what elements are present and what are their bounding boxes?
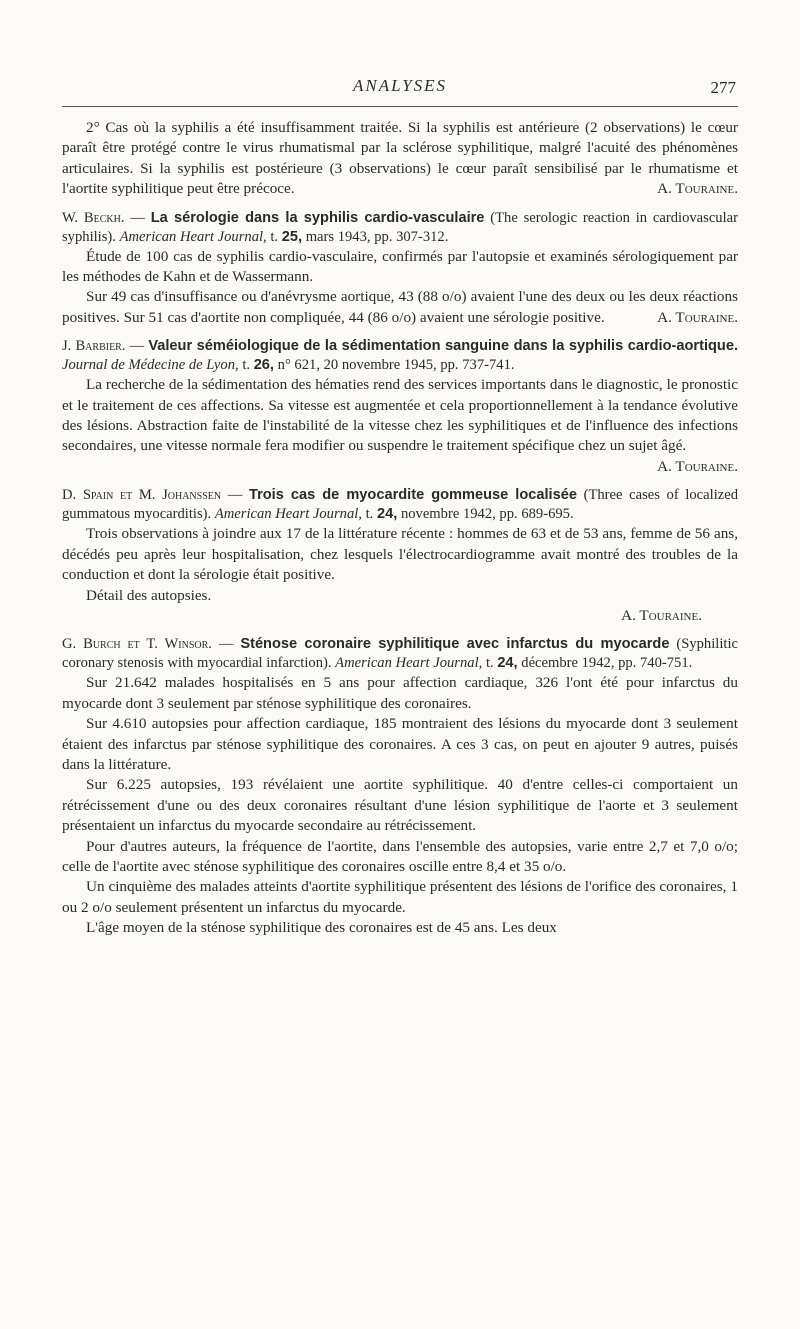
author: G. Burch et T. Winsor. (62, 636, 212, 653)
volume: 24, (497, 655, 518, 672)
paragraph: L'âge moyen de la sténose syphilitique des coronaires est de 45 ans. Les deux (86, 919, 557, 937)
reference: W. Beckh. — La sérologie dans la syphilis cardio-vasculaire (The serologic reaction in cardiovascular syphilis). American Heart Journal, t. 25, mars 1943, pp. 307-312. (62, 209, 738, 245)
reference: J. Barbier. — Valeur séméiologique de la sédimentation sanguine dans la syphilis cardio-aortique. Journal de Médecine de Lyon, t. 26, n° 621, 20 novembre 1945, pp. 737-741. (62, 338, 739, 374)
journal: American Heart Journal, (214, 506, 362, 523)
page-number: 277 (710, 78, 736, 97)
journal: Journal de Médecine de Lyon, (62, 357, 239, 374)
abstract-entry (62, 337, 738, 477)
page-header (62, 72, 738, 107)
signature: A. Touraine. (657, 308, 738, 326)
paragraph (62, 375, 738, 477)
journal: American Heart Journal, (119, 228, 267, 245)
author: J. Barbier. (62, 338, 126, 355)
author: W. Beckh. (62, 209, 125, 226)
citation: novembre 1942, pp. 689-695. (400, 506, 574, 523)
article-title: Valeur séméiologique de la sédimentation sanguine dans la syphilis cardio-aortique. (148, 338, 739, 355)
running-title: ANALYSES (352, 76, 448, 95)
volume-prefix: t. (270, 228, 279, 245)
signature: A. Touraine. (657, 457, 738, 475)
paragraph: Étude de 100 cas de syphilis cardio-vasculaire, confirmés par l'autopsie et examinés sérologiquement par les méthodes de Kahn et de Wassermann. (62, 247, 738, 286)
volume: 24, (376, 506, 398, 523)
article-title: Trois cas de myocardite gommeuse localisée (248, 487, 577, 504)
abstract-entry (62, 486, 738, 626)
paragraph: Sur 4.610 autopsies pour affection cardiaque, 185 montraient des lésions du myocarde dont 3 seulement étaient des infarctus par sténose syphilitique des coronaires. A ces 3 cas, on peut en ajouter 9 autres, puisés dans la littérature. (62, 715, 738, 773)
page-content (62, 118, 738, 939)
article-title: Sténose coronaire syphilitique avec infarctus du myocarde (240, 636, 670, 653)
citation: décembre 1942, pp. 740-751. (521, 655, 693, 672)
signature: A. Touraine. (657, 180, 738, 198)
paragraph: Pour d'autres auteurs, la fréquence de l'aortite, dans l'ensemble des autopsies, varie entre 2,7 et 7,0 o/o; celle de l'aortite avec sténose syphilitique des coronaires oscille entre 8,4 et 35 o/o. (62, 837, 738, 875)
abstract-entry (62, 209, 738, 329)
original-title: (Three cases of localized gummatous myocarditis). (62, 487, 738, 523)
intro-text: 2° Cas où la syphilis a été insuffisamment traitée. Si la syphilis est antérieure (2 observations) le cœur paraît être protégé contre le virus rhumatismal par la sclérose syphilitique, malgré l'acuité des phénomènes articulaires. Si la syphilis est postérieure (3 observations) le cœur paraît sensibilisé par le rhumatisme et l'aortite syphilitique peut être précoce. (62, 119, 738, 198)
paragraph-text: Sur 49 cas d'insuffisance ou d'anévrysme aortique, 43 (88 o/o) avaient l'une des deux ou les deux réactions positives. Sur 51 cas d'aortite non compliquée, 44 (86 o/o) avaient une sérologie positive. (62, 288, 738, 326)
volume: 25, (281, 228, 303, 245)
original-title: (The serologic reaction in cardiovascular syphilis). (62, 209, 738, 245)
volume-prefix: t. (485, 655, 494, 672)
abstract-entry (62, 635, 738, 938)
paragraph: Trois observations à joindre aux 17 de la littérature récente : hommes de 63 et de 53 ans, femme de 56 ans, décédés peu après leur hospitalisation, chez lesquels l'électrocardiogramme avait montré des troubles de la conduction et dont la sérologie était positive. (62, 525, 738, 584)
paragraph: Un cinquième des malades atteints d'aortite syphilitique présentent des lésions de l'orifice des coronaires, 1 ou 2 o/o seulement présentent un infarctus du myocarde. (62, 878, 738, 916)
author: D. Spain et M. Johanssen (62, 487, 222, 504)
paragraph-text: La recherche de la sédimentation des hématies rend des services importants dans le diagnostic, le pronostic et le traitement de ces affections. Sa vitesse est augmentée et cela proportionnellement à la tendance évolutive des lésions. Abstraction faite de l'instabilité de la vitesse chez les syphilitiques et de l'influence des infections secondaires, une vitesse normale fera modifier ou suspendre le traitement spécifique chez un sujet âgé. (62, 376, 738, 455)
original-title: (Syphilitic coronary stenosis with myocardial infarction). (62, 636, 738, 672)
volume: 26, (253, 357, 274, 374)
paragraph: Sur 21.642 malades hospitalisés en 5 ans pour affection cardiaque, 326 l'ont été pour infarctus du myocarde dont 3 seulement par sténose syphilitique des coronaires. (62, 674, 738, 712)
volume-prefix: t. (365, 506, 374, 523)
volume-prefix: t. (242, 357, 251, 374)
paragraph: Détail des autopsies. (86, 586, 212, 604)
paragraph (62, 287, 738, 328)
citation: n° 621, 20 novembre 1945, pp. 737-741. (277, 357, 515, 374)
journal: American Heart Journal, (335, 655, 483, 672)
reference: D. Spain et M. Johanssen — Trois cas de myocardite gommeuse localisée (Three cases of localized gummatous myocarditis). American Heart Journal, t. 24, novembre 1942, pp. 689-695. (62, 487, 738, 523)
signature: A. Touraine. (621, 606, 702, 624)
paragraph: Sur 6.225 autopsies, 193 révélaient une aortite syphilitique. 40 d'entre celles-ci comportaient un rétrécissement d'une ou des deux coronaires résultant d'une lésion syphilitique de l'aorte et 3 seulement présentaient un infarctus du myocarde secondaire au rétrécissement. (62, 776, 738, 835)
intro-paragraph (62, 118, 738, 200)
reference: G. Burch et T. Winsor. — Sténose coronaire syphilitique avec infarctus du myocarde (Syphilitic coronary stenosis with myocardial infarction). American Heart Journal, t. 24, décembre 1942, pp. 740-751. (62, 636, 738, 672)
citation: mars 1943, pp. 307-312. (305, 228, 449, 245)
signature-line (62, 606, 738, 626)
article-title: La sérologie dans la syphilis cardio-vasculaire (150, 209, 485, 226)
